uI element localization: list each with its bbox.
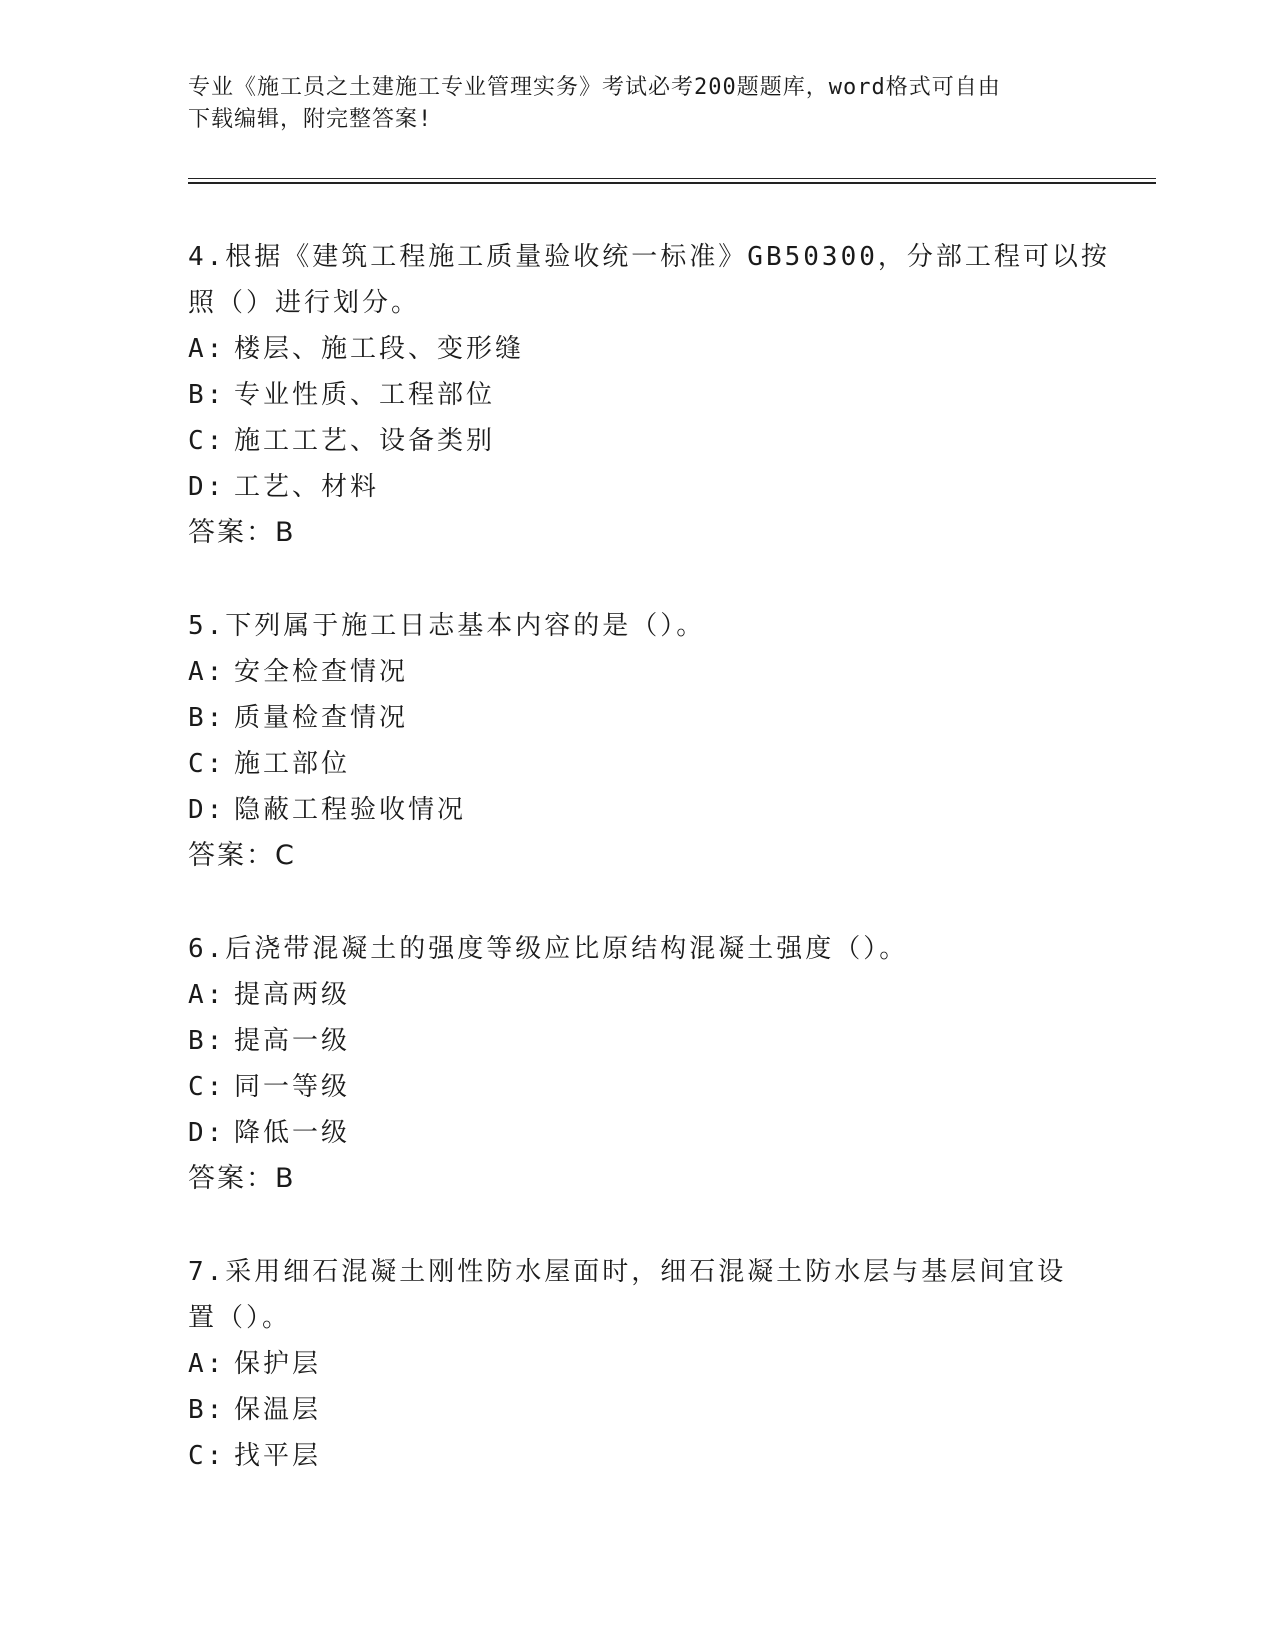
option-c xyxy=(188,418,1088,464)
option-b xyxy=(188,1387,1088,1433)
question-4 xyxy=(188,234,1110,556)
option-a xyxy=(188,972,1088,1018)
option-text: 安全检查情况 xyxy=(234,657,409,687)
option-text: 找平层 xyxy=(234,1441,322,1471)
question-stem: 6.后浇带混凝土的强度等级应比原结构混凝土强度（）。 xyxy=(188,934,909,964)
option-text: 专业性质、工程部位 xyxy=(234,380,496,410)
option-text: 提高一级 xyxy=(234,1026,351,1056)
option-text: 同一等级 xyxy=(234,1072,351,1102)
option-letter: A: xyxy=(188,334,226,364)
option-c xyxy=(188,1064,1088,1110)
option-letter: D: xyxy=(188,795,226,825)
answer-line: 答案：B xyxy=(188,517,296,548)
option-c xyxy=(188,741,1088,787)
option-d xyxy=(188,1110,1088,1156)
option-letter: A: xyxy=(188,657,226,687)
option-a xyxy=(188,649,1088,695)
answer-line: 答案：C xyxy=(188,840,296,871)
question-6 xyxy=(188,926,1088,1202)
option-text: 施工工艺、设备类别 xyxy=(234,426,496,456)
header-divider-thin xyxy=(188,178,1156,179)
option-text: 保温层 xyxy=(234,1395,322,1425)
question-7 xyxy=(188,1249,1088,1479)
option-letter: C: xyxy=(188,426,226,456)
option-letter: D: xyxy=(188,1118,226,1148)
answer-line: 答案：B xyxy=(188,1163,296,1194)
option-b xyxy=(188,695,1088,741)
option-b xyxy=(188,1018,1088,1064)
question-list xyxy=(188,234,1110,1526)
option-text: 施工部位 xyxy=(234,749,351,779)
option-a xyxy=(188,1341,1088,1387)
question-stem: 4.根据《建筑工程施工质量验收统一标准》GB50300，分部工程可以按 xyxy=(188,242,1110,272)
option-letter: A: xyxy=(188,980,226,1010)
question-stem: 7.采用细石混凝土刚性防水屋面时，细石混凝土防水层与基层间宜设 xyxy=(188,1257,1067,1287)
option-letter: C: xyxy=(188,1072,226,1102)
option-text: 提高两级 xyxy=(234,980,351,1010)
option-a xyxy=(188,326,1088,372)
header-line-1: 专业《施工员之土建施工专业管理实务》考试必考200题题库，word格式可自由 xyxy=(188,75,1001,100)
question-stem-continued: 置（）。 xyxy=(188,1303,292,1333)
option-text: 降低一级 xyxy=(234,1118,351,1148)
option-text: 隐蔽工程验收情况 xyxy=(234,795,467,825)
question-stem-continued: 照（）进行划分。 xyxy=(188,288,421,318)
option-letter: A: xyxy=(188,1349,226,1379)
document-header xyxy=(188,72,1088,136)
option-d xyxy=(188,464,1088,510)
option-d xyxy=(188,787,1088,833)
option-text: 保护层 xyxy=(234,1349,322,1379)
option-letter: B: xyxy=(188,703,226,733)
option-letter: B: xyxy=(188,380,226,410)
option-c xyxy=(188,1433,1088,1479)
option-letter: B: xyxy=(188,1026,226,1056)
option-text: 工艺、材料 xyxy=(234,472,380,502)
option-letter: B: xyxy=(188,1395,226,1425)
option-letter: C: xyxy=(188,749,226,779)
header-divider-thick xyxy=(188,182,1156,184)
option-letter: C: xyxy=(188,1441,226,1471)
question-stem: 5.下列属于施工日志基本内容的是（）。 xyxy=(188,611,706,641)
option-letter: D: xyxy=(188,472,226,502)
option-b xyxy=(188,372,1088,418)
option-text: 质量检查情况 xyxy=(234,703,409,733)
option-text: 楼层、施工段、变形缝 xyxy=(234,334,525,364)
header-line-2: 下载编辑，附完整答案! xyxy=(188,107,433,132)
question-5 xyxy=(188,603,1088,879)
